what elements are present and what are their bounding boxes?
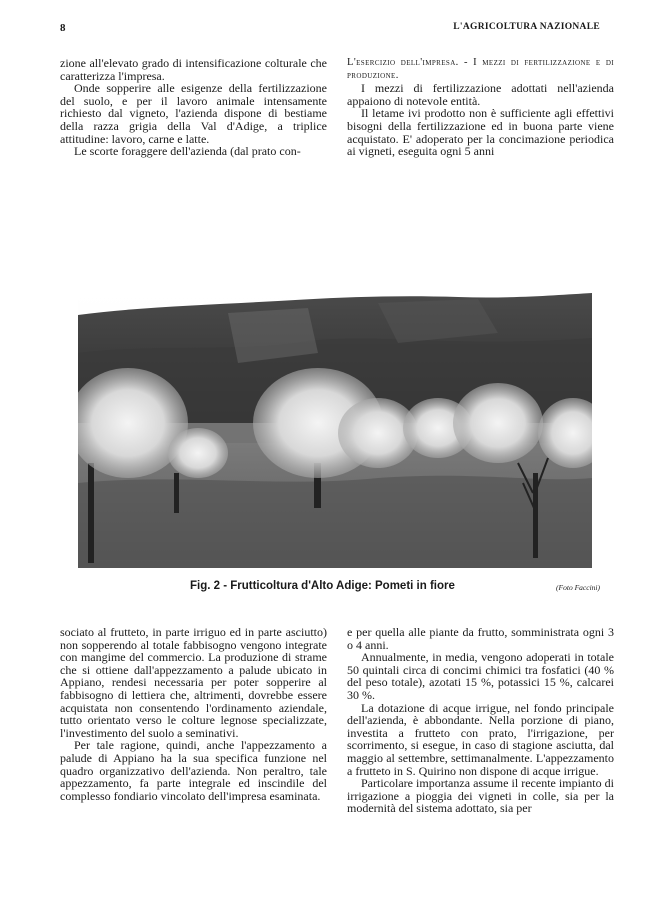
paragraph: Annualmente, in media, vengono adoperati in totale 50 quintali circa di concimi chimici tra fosfatici (40 % del peso totale), azotati 15 %, potassici 15 %, calcarei 30 %. (347, 650, 614, 702)
paragraph: I mezzi di fertilizzazione adottati nell'azienda appaiono di notevole entità. (347, 81, 614, 108)
paragraph: Per tale ragione, quindi, anche l'appezzamento a palude di Appiano ha la sua specifica funzione nel quadro organizzativo dell'azienda. Non peraltro, tale appezzamento, fa parte integrale ed inscindile del complesso fondiario vincolato dell'impresa esaminata. (60, 738, 327, 803)
bottom-right-column (347, 626, 614, 815)
bottom-left-column (60, 626, 327, 802)
orchard-photo (78, 293, 592, 568)
top-left-column (60, 57, 327, 158)
figure-caption (60, 580, 600, 594)
orchard-photo-drawing (78, 293, 592, 568)
paragraph: zione all'elevato grado di intensificazione colturale che caratterizza l'impresa. (60, 56, 327, 83)
photo-credit: (Foto Faccini) (556, 583, 600, 592)
paragraph: sociato al frutteto, in parte irriguo ed in parte asciutto) non sopperendo al totale fabbisogno vengono integrate con mangime del commercio. La produzione di strame che si ottiene dall'appezzamento a palude ubicato in Appiano, rendesi necessaria per poter sopperire al fabbisogno di lettiera che, altrimenti, dovrebbe essere acquistata non consentendo l'ordinamento aziendale, tutto orientato verso le colture legnose specializzate, l'investimento del suolo a seminativi. (60, 625, 327, 740)
paragraph: Onde sopperire alle esigenze della fertilizzazione del suolo, e per il lavoro animale intensamente richiesto dal vigneto, l'azienda dispone di bestiame della razza grigia della Val d'Adige, a triplice attitudine: lavoro, carne e latte. (60, 81, 327, 146)
caption-text: Fig. 2 - Frutticoltura d'Alto Adige: Pometi in fiore (190, 580, 455, 592)
paragraph: Le scorte foraggere dell'azienda (dal prato con- (74, 144, 301, 159)
top-right-column (347, 57, 614, 158)
page-header (60, 22, 600, 36)
section-title: L'esercizio dell'impresa. - I mezzi di fertilizzazione e di produzione. (347, 57, 614, 81)
page-number: 8 (60, 22, 66, 34)
paragraph: e per quella alle piante da frutto, somministrata ogni 3 o 4 anni. (347, 625, 614, 652)
paragraph: La dotazione di acque irrigue, nel fondo principale dell'azienda, è abbondante. Nella porzione di piano, investita a frutteto con prato, l'irrigazione, per scorrimento, si esegue, in caso di stagione asciutta, dal maggio al settembre, settimanalmente. L'appezzamento a frutteto in S. Quirino non dispone di acque irrigue. (347, 700, 614, 778)
paragraph: Il letame ivi prodotto non è sufficiente agli effettivi bisogni della fertilizzazione ed in buona parte viene acquistato. E' adoperato per la concimazione periodica ai vigneti, eseguita ogni 5 anni (347, 106, 614, 159)
journal-title: L'AGRICOLTURA NAZIONALE (453, 22, 600, 32)
paragraph: Particolare importanza assume il recente impianto di irrigazione a pioggia dei vigneti in colle, sia per la modernità del sistema adottato, sia per (347, 776, 614, 816)
